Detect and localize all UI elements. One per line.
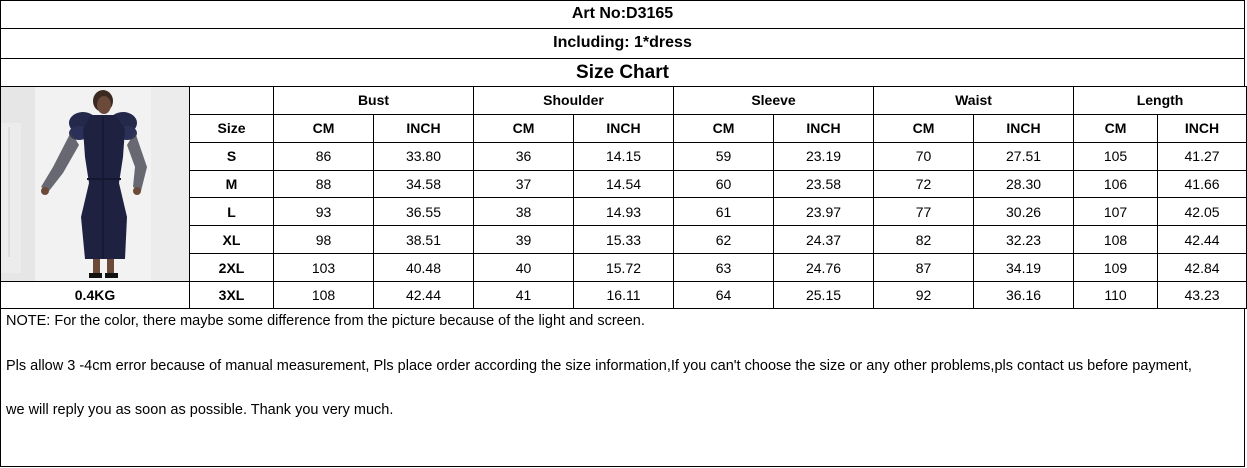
art-number: Art No:D3165: [0, 0, 1245, 28]
table-cell: 106: [1074, 170, 1158, 198]
unit-inch: INCH: [374, 114, 474, 142]
table-cell: 14.15: [574, 142, 674, 170]
measurement-note: Pls allow 3 -4cm error because of manual measurement, Pls place order according the size information,If you can't choose the size or any other problems,pls contact us before payment,: [6, 358, 1192, 374]
table-cell: 15.33: [574, 226, 674, 254]
package-contents: Including: 1*dress: [0, 28, 1245, 58]
table-cell: 86: [274, 142, 374, 170]
table-cell: 82: [874, 226, 974, 254]
header-length: Length: [1074, 87, 1247, 115]
table-cell: 34.58: [374, 170, 474, 198]
unit-inch: INCH: [574, 114, 674, 142]
table-cell: 24.76: [774, 254, 874, 282]
table-cell: 38.51: [374, 226, 474, 254]
table-cell: 109: [1074, 254, 1158, 282]
unit-cm: CM: [1074, 114, 1158, 142]
header-blank: [190, 87, 274, 115]
table-cell: 92: [874, 282, 974, 309]
table-cell: 36.55: [374, 198, 474, 226]
table-cell: 43.23: [1158, 282, 1247, 309]
table-cell: 64: [674, 282, 774, 309]
reply-note: we will reply you as soon as possible. Thank you very much.: [6, 402, 394, 418]
table-cell: 42.44: [1158, 226, 1247, 254]
table-cell: 25.15: [774, 282, 874, 309]
unit-inch: INCH: [774, 114, 874, 142]
table-cell: 108: [274, 282, 374, 309]
table-cell: 23.19: [774, 142, 874, 170]
header-size: Size: [190, 114, 274, 142]
table-cell: 34.19: [974, 254, 1074, 282]
table-cell: 40.48: [374, 254, 474, 282]
table-cell: 41: [474, 282, 574, 309]
package-weight: 0.4KG: [1, 282, 190, 309]
table-cell: 16.11: [574, 282, 674, 309]
table-cell: 70: [874, 142, 974, 170]
table-cell: 15.72: [574, 254, 674, 282]
table-cell: 37: [474, 170, 574, 198]
dress-model-image: [1, 87, 189, 281]
table-cell: 36.16: [974, 282, 1074, 309]
header-bust: Bust: [274, 87, 474, 115]
table-cell: 60: [674, 170, 774, 198]
table-cell: 27.51: [974, 142, 1074, 170]
table-cell: 88: [274, 170, 374, 198]
table-cell: 98: [274, 226, 374, 254]
table-cell: 38: [474, 198, 574, 226]
unit-cm: CM: [274, 114, 374, 142]
table-cell: 103: [274, 254, 374, 282]
notes-section: [0, 309, 1245, 467]
unit-cm: CM: [674, 114, 774, 142]
color-note: NOTE: For the color, there maybe some difference from the picture because of the light and screen.: [6, 313, 645, 329]
table-cell: 42.44: [374, 282, 474, 309]
table-cell: 87: [874, 254, 974, 282]
table-cell: 42.05: [1158, 198, 1247, 226]
table-cell: 41.66: [1158, 170, 1247, 198]
table-cell: 23.97: [774, 198, 874, 226]
table-cell: 23.58: [774, 170, 874, 198]
table-cell: 93: [274, 198, 374, 226]
table-cell: 24.37: [774, 226, 874, 254]
table-cell: 30.26: [974, 198, 1074, 226]
unit-cm: CM: [474, 114, 574, 142]
table-cell: 107: [1074, 198, 1158, 226]
table-cell: 28.30: [974, 170, 1074, 198]
size-label: M: [190, 170, 274, 198]
size-table: [0, 86, 1247, 309]
table-cell: 42.84: [1158, 254, 1247, 282]
table-cell: 14.54: [574, 170, 674, 198]
size-label: 2XL: [190, 254, 274, 282]
chart-title: Size Chart: [0, 58, 1245, 87]
table-cell: 110: [1074, 282, 1158, 309]
table-cell: 39: [474, 226, 574, 254]
table-cell: 36: [474, 142, 574, 170]
table-cell: 72: [874, 170, 974, 198]
table-cell: 33.80: [374, 142, 474, 170]
header-waist: Waist: [874, 87, 1074, 115]
table-cell: 32.23: [974, 226, 1074, 254]
table-cell: 63: [674, 254, 774, 282]
unit-inch: INCH: [1158, 114, 1247, 142]
table-row: [1, 282, 1247, 309]
table-cell: 105: [1074, 142, 1158, 170]
size-label: XL: [190, 226, 274, 254]
table-cell: 59: [674, 142, 774, 170]
group-header-row: [1, 87, 1247, 115]
size-label: L: [190, 198, 274, 226]
table-cell: 62: [674, 226, 774, 254]
size-label: 3XL: [190, 282, 274, 309]
table-cell: 41.27: [1158, 142, 1247, 170]
unit-inch: INCH: [974, 114, 1074, 142]
header-sleeve: Sleeve: [674, 87, 874, 115]
unit-cm: CM: [874, 114, 974, 142]
product-photo: [1, 87, 190, 282]
table-cell: 77: [874, 198, 974, 226]
table-cell: 61: [674, 198, 774, 226]
size-label: S: [190, 142, 274, 170]
header-shoulder: Shoulder: [474, 87, 674, 115]
table-cell: 40: [474, 254, 574, 282]
table-cell: 14.93: [574, 198, 674, 226]
table-cell: 108: [1074, 226, 1158, 254]
